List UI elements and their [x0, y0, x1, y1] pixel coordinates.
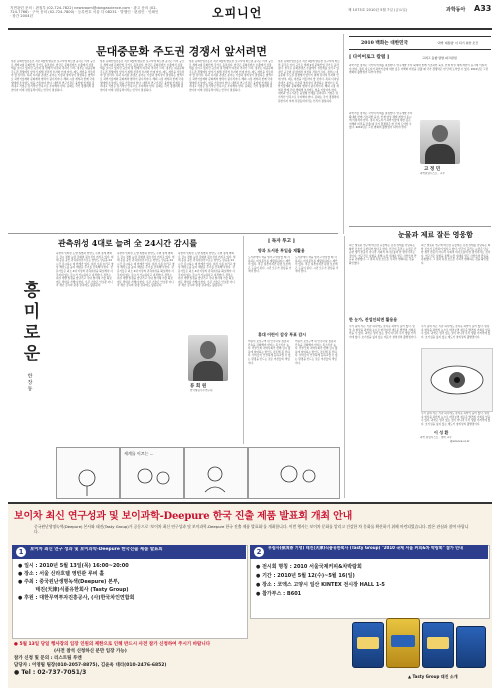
editorial-body-col1: 일본 문화산업진흥진 지난 4월에 발표한 보고서에 따르면 중국은 이미 규모로 세계 2위 문화산업 국가로 올라섰다. 한국은 문화콘텐츠 수출에서 성장세를 보이고 있지만 규모와 질 면에서 여전히 격차가 크다. 정부는 대중문화 주도권 경쟁에서 앞서기 위해 전략적 투자와 인재 양성, 제도 개선을 서둘러야 할 것이다. 특히 디지털 콘텐츠 분야는 기술과 창의성이 결합하는 영역으로 과학기술계와 문화계의 협력이 필수적이다. 해외 시장 개척과 함께 국내 생태계 조성에도 힘을 기울여야 한다. 대학과 연구기관은 융합형 인재를 길러내고 기업은 장기적인 안목으로 투자해야 한다. 문화는 국가 경쟁력의 원천이자 미래 성장동력이라는 인식이 절실하다. — [11, 60, 96, 92]
reader-sub1-body-2: 도서관에서 책을 빌리고 반납할 때 사용하는 비닐봉투를 재활용하자는 제안이 있다. 작은 실천이지만 환경 보호에 큰 도움이 된다. 시민 모두가 관심을 가져야 한다. — [295, 256, 339, 274]
ad-box2-title: 무림사(保洱茶 기녕) 테진(天津)식품유한회사 (Tasty Group) "2010 국제 서울 커피&차 박람회" 참가 안내 — [268, 546, 463, 550]
ad-box2-lines — [256, 563, 484, 599]
ad-brand: ▲ Tasty Group 태진 소개 — [408, 674, 458, 679]
essay-author-photo — [420, 120, 460, 164]
column-author-title: 한국항공우주연구원 — [190, 389, 213, 392]
reader-sub2: 휴대 어린이 감상 투표 감시 — [258, 332, 307, 337]
ad-footer-line: (사전 참석 신청하신 분만 입장 가능) — [54, 649, 127, 654]
page-number: A33 — [474, 4, 492, 13]
side-essay-body1: 최근 발표된 연구에 따르면 눈물에는 감정 상태를 전달하는 화학 신호가 포함되어 있다고 한다. 인간이 흘리는 눈물은 단순한 생리 반응이 아니라 사회적 의사소통의 한 방식이라는 것이다. 연구진은 실험을 통해 눈물 냄새를 맡은 사람들의 반응을 관찰했다. 그 결과 특정 호르몬 수치가 변화하는 것을 확인했다. — [349, 244, 417, 265]
side-essay-body1-b: 최근 발표된 연구에 따르면 눈물에는 감정 상태를 전달하는 화학 신호가 포함되어 있다고 한다. 인간이 흘리는 눈물은 단순한 생리 반응이 아니라 사회적 의사소통의 한 방식이라는 것이다. 연구진은 실험을 통해 눈물 냄새를 맡은 사람들의 반응을 관찰했다. 그 결과 특정 호르몬 수치가 변화하는 것을 확인했다. — [421, 244, 491, 265]
ad-footer-line: 참가 신청 및 문의 : 리스트팀 루엔 — [14, 656, 82, 661]
editorial-title: 문대중문화 주도권 경쟁서 앞서려면 — [96, 45, 267, 58]
reader-heading: [ 독자 투고 ] — [268, 239, 295, 244]
issue-date: 제 1075호 2010년 5월 7일 (금요일) — [348, 8, 408, 12]
essay-lead-box — [349, 36, 491, 50]
side-essay-body2: 우리 몸의 작은 기관 하나에도 놀라운 과학이 숨어 있다. 일상 속 현상을 과학의 눈으로 바라보면 새로운 발견의 기회를 얻을 수 있다. 과학은 멀리 있는 것이 아니라 우리 생활 가까이에 있다. 호기심을 잃지 않는 태도가 창의성의 출발점이다. — [349, 325, 417, 339]
ad-box2-line: ● 참가부스 : B601 — [256, 591, 302, 597]
eye-illustration-icon — [422, 349, 492, 411]
side-essay-author-title: 과학 칼럼니스트 · 대학 교수 — [420, 436, 452, 439]
ad-box1-line: ● 후원 : 대한무역투자진흥공사, (사)한국차인연합회 — [18, 595, 135, 601]
ad-intro: 중국윈난생명녹색(Deepure) 본사와 태진(Tasty Group)가 공동으로 '보이차 최신 연구성과 및 보이과학-Deepure 한국 진출 제품 발표회'를 개최합니다. 이번 행사는 보이차 문화를 알리고 건강한 차 문화를 확산하기 위해 마련되었습니다. 많은 관심과 참여 바랍니다. — [34, 524, 469, 534]
paper-name: 과학동아 — [446, 7, 466, 13]
essay-bottom-rule — [349, 226, 491, 227]
ad-footer-line: ● Tel : 02-737-7051/3 — [14, 669, 87, 676]
ad-footer-line: 담당자 : 이영림 팀장(010-2057-8875), 김윤옥 대리(010-2476-6852) — [14, 663, 167, 668]
essay-author-name: 고 정 민 — [424, 167, 441, 172]
ad-box1-line: ● 주최 : 중국윈난생명녹색(Deepure) 본부, — [18, 579, 120, 585]
reader-divider — [243, 236, 244, 444]
cartoon-panel-4 — [248, 447, 340, 499]
cartoon-vertical-text: 흥미로운 — [19, 280, 40, 365]
column-author-name: 류 회 원 — [190, 384, 207, 389]
product-tin-3 — [422, 622, 454, 668]
reader-sub2-body: 어린이 보호구역 내 안전시설 점검과 단속을 강화해야 한다는 목소리가 높다. 학부모와 지역사회가 함께 감시 활동에 참여하는 방안도 검토해 볼 만하다. 아이들이 안전하게 등하교할 수 있는 환경을 만드는 것은 어른들의 책임이다. — [248, 340, 291, 365]
essay-header: [ 다이어로그 칼럼 ] — [349, 55, 390, 60]
cartoon-figure-4 — [249, 448, 339, 498]
product-tin-4 — [456, 626, 486, 668]
reader-sub1-body: 도서관에서 책을 빌리고 반납할 때 사용하는 비닐봉투를 재활용하자는 제안이 있다. 작은 실천이지만 환경 보호에 큰 도움이 된다. 시민 모두가 관심을 가져야 한다. — [248, 256, 292, 274]
cartoon-figure-3 — [185, 448, 247, 498]
column-body-c: 북한의 잇따른 도발 위협과 한반도 주변 정세 변화로 감시 정찰 능력 강화의 필요성이 커지고 있다. 현재 운용 중인 관측위성만으로는 한반도 상공을 24시간 감시하는 데 한계가 있다. 위성 수를 늘리고 영상 해상도를 높여 재방문 주기를 단축해야 한다. 전문가들은 최소 4대 이상의 관측위성을 확보해야 사각지대 없는 감시가 가능하다고 지적한다. 정부는 위성 개발 일정을 앞당기고 국내 발사체 기술 확보에도 박차를 가해야 한다. 우주 기술은 안보뿐 아니라 재난 감시와 환경 관측에도 활용된다. — [178, 252, 236, 288]
ad-box2-number: 2 — [254, 547, 264, 557]
ad-box2-line: ● 장소 : 코엑스 고양시 일산 KINTEX 전시장 HALL 1-5 — [256, 582, 385, 588]
cartoon-panel-1 — [56, 447, 120, 499]
section-title: 오피니언 — [212, 6, 263, 20]
ad-footer — [14, 641, 344, 677]
ad-box1-lines — [18, 562, 242, 602]
side-essay-email: @science.co.kr — [450, 440, 470, 443]
essay-header-right: 고려그 동향 탐방 파크칼럼 — [422, 56, 457, 60]
editorial-body-col3: 일본 문화산업진흥진 지난 4월에 발표한 보고서에 따르면 중국은 이미 규모로 세계 2위 문화산업 국가로 올라섰다. 한국은 문화콘텐츠 수출에서 성장세를 보이고 있지만 규모와 질 면에서 여전히 격차가 크다. 정부는 대중문화 주도권 경쟁에서 앞서기 위해 전략적 투자와 인재 양성, 제도 개선을 서둘러야 할 것이다. 특히 디지털 콘텐츠 분야는 기술과 창의성이 결합하는 영역으로 과학기술계와 문화계의 협력이 필수적이다. 해외 시장 개척과 함께 국내 생태계 조성에도 힘을 기울여야 한다. 대학과 연구기관은 융합형 인재를 길러내고 기업은 장기적인 안목으로 투자해야 한다. 문화는 국가 경쟁력의 원천이자 미래 성장동력이라는 인식이 절실하다. — [189, 60, 274, 92]
ad-box1-number: 1 — [16, 547, 26, 557]
editorial-body-col2: 일본 문화산업진흥진 지난 4월에 발표한 보고서에 따르면 중국은 이미 규모로 세계 2위 문화산업 국가로 올라섰다. 한국은 문화콘텐츠 수출에서 성장세를 보이고 있지만 규모와 질 면에서 여전히 격차가 크다. 정부는 대중문화 주도권 경쟁에서 앞서기 위해 전략적 투자와 인재 양성, 제도 개선을 서둘러야 할 것이다. 특히 디지털 콘텐츠 분야는 기술과 창의성이 결합하는 영역으로 과학기술계와 문화계의 협력이 필수적이다. 해외 시장 개척과 함께 국내 생태계 조성에도 힘을 기울여야 한다. 대학과 연구기관은 융합형 인재를 길러내고 기업은 장기적인 안목으로 투자해야 한다. 문화는 국가 경쟁력의 원천이자 미래 성장동력이라는 인식이 절실하다. — [100, 60, 185, 92]
side-essay-illustration — [421, 348, 493, 412]
cartoon-figure-1 — [57, 448, 119, 498]
product-tin-1 — [352, 622, 384, 668]
column-body-b: 북한의 잇따른 도발 위협과 한반도 주변 정세 변화로 감시 정찰 능력 강화의 필요성이 커지고 있다. 현재 운용 중인 관측위성만으로는 한반도 상공을 24시간 감시하는 데 한계가 있다. 위성 수를 늘리고 영상 해상도를 높여 재방문 주기를 단축해야 한다. 전문가들은 최소 4대 이상의 관측위성을 확보해야 사각지대 없는 감시가 가능하다고 지적한다. 정부는 위성 개발 일정을 앞당기고 국내 발사체 기술 확보에도 박차를 가해야 한다. 우주 기술은 안보뿐 아니라 재난 감시와 환경 관측에도 활용된다. — [117, 252, 175, 288]
column-title: 관측위성 4대로 늘려 全 24시간 감시를 — [58, 238, 198, 248]
cartoon-panel-3 — [184, 447, 248, 499]
ad-box2-line: ● 전시회 명칭 : 2010 서울국제커피&차박람회 — [256, 564, 362, 570]
right-divider — [344, 236, 345, 498]
essay-body: 과학기술 정책은 국가의 미래를 결정한다. 연구개발 투자 확대와 함께 기초과학 육성, 인재 양성 체계 개선이 동시에 이뤄져야 한다. 정치 지도자가 과학기술에 대한 깊은 이해와 비전을 갖출 때 국가 경쟁력은 한 단계 도약할 수 있다. 2010년은 그런 변화의 출발점이 되어야 한다. — [349, 64, 489, 75]
masthead-rule — [8, 28, 492, 30]
ad-box1-line: ● 장소 : 서울 신라호텔 영빈관 루비 홀 — [18, 571, 105, 577]
side-essay-subhead: 한 눈가, 잔업안되면 활용용 — [349, 317, 398, 322]
side-essay-title: 눈물과 제료 잘든 영웅함 — [398, 230, 473, 239]
essay-body-2: 과학기술 정책은 국가의 미래를 결정한다. 연구개발 투자 확대와 함께 기초과학 육성, 인재 양성 체계 개선이 동시에 이뤄져야 한다. 정치 지도자가 과학기술에 대한 깊은 이해와 비전을 갖출 때 국가 경쟁력은 한 단계 도약할 수 있다. 2010년은 그런 변화의 출발점이 되어야 한다. — [349, 112, 413, 130]
column-body-a: 북한의 잇따른 도발 위협과 한반도 주변 정세 변화로 감시 정찰 능력 강화의 필요성이 커지고 있다. 현재 운용 중인 관측위성만으로는 한반도 상공을 24시간 감시하는 데 한계가 있다. 위성 수를 늘리고 영상 해상도를 높여 재방문 주기를 단축해야 한다. 전문가들은 최소 4대 이상의 관측위성을 확보해야 사각지대 없는 감시가 가능하다고 지적한다. 정부는 위성 개발 일정을 앞당기고 국내 발사체 기술 확보에도 박차를 가해야 한다. 우주 기술은 안보뿐 아니라 재난 감시와 환경 관측에도 활용된다. — [56, 252, 114, 288]
ad-footer-line: ● 5월 13일 당일 행사장의 입장 인원의 제한으로 인해 반드시 사전 참가 신청하여 주시기 바랍니다 — [14, 642, 211, 647]
ad-box1-title: 보이차 최신 연구 성과 및 보이과학-Deepure 한국진출 제품 발표회 — [30, 547, 163, 552]
product-tin-2 — [386, 618, 420, 668]
masthead-info: 지면관련 문의 : 편집부 (02-724-7822) newsroom@dongascience.com · 광고 문의 (02-724-7766) · 구독 문의 (02-724-7800) · 등록번호 서울 다 08231 · 발행인 · 편집인 · 인쇄인 · 창간 2004년 — [10, 6, 159, 19]
side-essay-body2-b: 우리 몸의 작은 기관 하나에도 놀라운 과학이 숨어 있다. 일상 속 현상을 과학의 눈으로 바라보면 새로운 발견의 기회를 얻을 수 있다. 과학은 멀리 있는 것이 아니라 우리 생활 가까이에 있다. 호기심을 잃지 않는 태도가 창의성의 출발점이다. — [421, 325, 491, 339]
ad-title: 보이차 최신 연구성과 및 보이과학-Deepure 한국 진출 제품 발표회 개최 안내 — [14, 511, 353, 522]
side-essay-body2-c: 우리 몸의 작은 기관 하나에도 놀라운 과학이 숨어 있다. 일상 속 현상을 과학의 눈으로 바라보면 새로운 발견의 기회를 얻을 수 있다. 과학은 멀리 있는 것이 아니라 우리 생활 가까이에 있다. 호기심을 잃지 않는 태도가 창의성의 출발점이다. — [421, 412, 491, 426]
column-top-rule — [8, 233, 338, 234]
cartoon-vertical-title — [10, 236, 50, 444]
ad-box1-line: ● 일시 : 2010년 5월 13일(목) 16:00~20:00 — [18, 563, 129, 569]
reader-sub2-body-2: 어린이 보호구역 내 안전시설 점검과 단속을 강화해야 한다는 목소리가 높다. 학부모와 지역사회가 함께 감시 활동에 참여하는 방안도 검토해 볼 만하다. 아이들이 안전하게 등하교할 수 있는 환경을 만드는 것은 어른들의 책임이다. — [295, 340, 338, 365]
cartoon-signature: 한 장 동 — [26, 372, 33, 392]
ad-box2-line: ● 기간 : 2010년 5월 12(수)~5월 16(일) — [256, 573, 355, 579]
side-essay-author: 이 성 환 — [434, 430, 449, 435]
editorial-divider — [343, 34, 344, 234]
column-author-photo — [188, 335, 228, 381]
reader-sub1: 방과 도서관 투입을 재활용 — [258, 248, 305, 253]
essay-lead: 2010 백화는 대한민국 — [361, 41, 409, 46]
essay-author-title: 과학칼럼니스트 · 교수 — [420, 172, 446, 175]
essay-lead-sub: '과학 대통령' 이 되기 위한 조건 — [437, 41, 479, 45]
cartoon-panel-2-caption: 세계를 이끄는 ... — [124, 451, 154, 456]
ad-box1-line: 태진(天津)식품유한회사 (Tasty Group) — [18, 587, 129, 593]
editorial-body-col4: 일본 문화산업진흥진 지난 4월에 발표한 보고서에 따르면 중국은 이미 규모로 세계 2위 문화산업 국가로 올라섰다. 한국은 문화콘텐츠 수출에서 성장세를 보이고 있지만 규모와 질 면에서 여전히 격차가 크다. 정부는 대중문화 주도권 경쟁에서 앞서기 위해 전략적 투자와 인재 양성, 제도 개선을 서둘러야 할 것이다. 특히 디지털 콘텐츠 분야는 기술과 창의성이 결합하는 영역으로 과학기술계와 문화계의 협력이 필수적이다. 해외 시장 개척과 함께 국내 생태계 조성에도 힘을 기울여야 한다. 대학과 연구기관은 융합형 인재를 길러내고 기업은 장기적인 안목으로 투자해야 한다. 문화는 국가 경쟁력의 원천이자 미래 성장동력이라는 인식이 절실하다. — [278, 60, 340, 103]
